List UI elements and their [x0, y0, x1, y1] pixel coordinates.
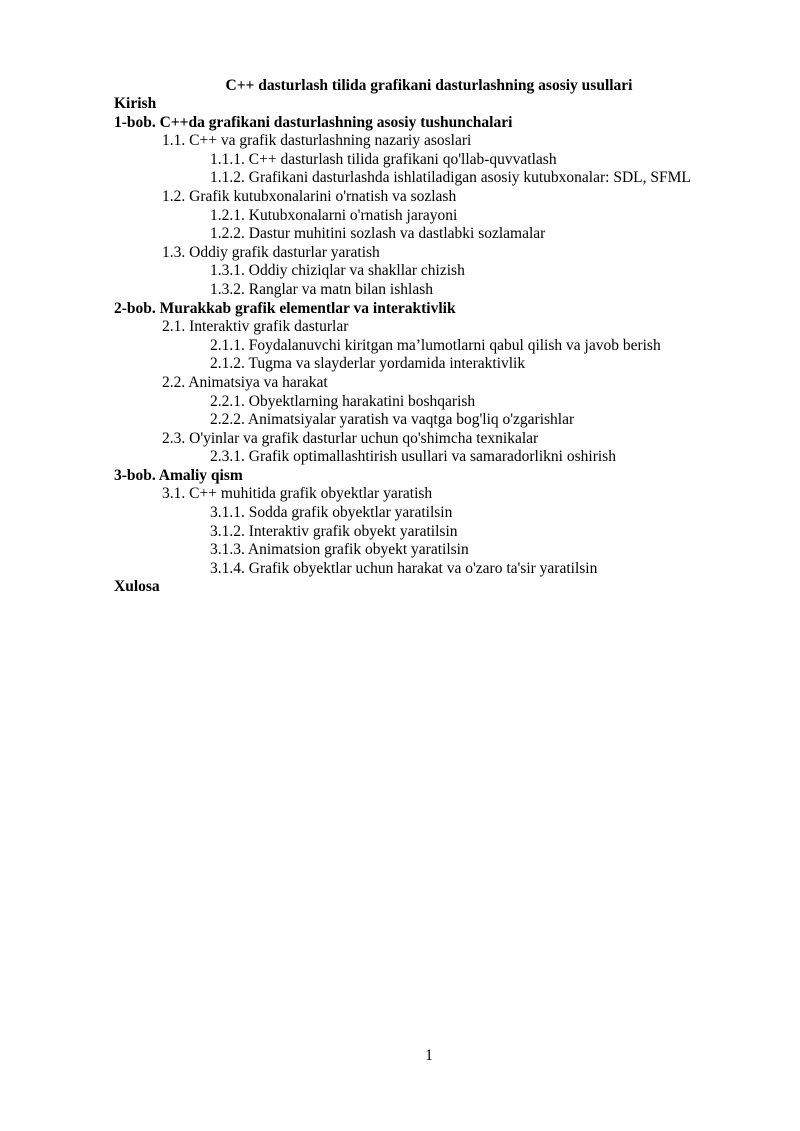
toc-subsection: 2.1.1. Foydalanuvchi kiritgan ma’lumotlarni qabul qilish va javob berish	[210, 336, 661, 354]
toc-subsection: 3.1.4. Grafik obyektlar uchun harakat va o'zaro ta'sir yaratilsin	[210, 559, 598, 577]
toc-section: 1.3. Oddiy grafik dasturlar yaratish	[162, 243, 380, 261]
table-of-contents	[114, 95, 754, 597]
toc-chapter: Kirish	[114, 95, 157, 112]
toc-subsection: 1.3.2. Ranglar va matn bilan ishlash	[210, 280, 433, 298]
toc-section: 2.2. Animatsiya va harakat	[162, 373, 328, 391]
toc-chapter: 2-bob. Murakkab grafik elementlar va interaktivlik	[114, 299, 456, 317]
toc-subsection: 3.1.3. Animatsion grafik obyekt yaratilsin	[210, 541, 469, 559]
toc-subsection: 1.2.1. Kutubxonalarni o'rnatish jarayoni	[210, 206, 458, 224]
toc-subsection: 3.1.1. Sodda grafik obyektlar yaratilsin	[210, 504, 453, 522]
toc-subsection: 2.2.1. Obyektlarning harakatini boshqarish	[210, 392, 476, 410]
toc-chapter: 1-bob. C++da grafikani dasturlashning asosiy tushunchalari	[114, 113, 513, 131]
toc-subsection: 1.1.1. C++ dasturlash tilida grafikani qo'llab-quvvatlash	[210, 150, 557, 168]
toc-subsection: 3.1.2. Interaktiv grafik obyekt yaratilsin	[210, 522, 458, 540]
toc-chapter: Xulosa	[114, 578, 160, 596]
toc-section: 2.1. Interaktiv grafik dasturlar	[162, 318, 349, 336]
toc-subsection: 1.3.1. Oddiy chiziqlar va shakllar chizish	[210, 262, 465, 280]
toc-subsection: 1.1.2. Grafikani dasturlashda ishlatiladigan asosiy kutubxonalar: SDL, SFML	[210, 169, 691, 187]
toc-section: 3.1. C++ muhitida grafik obyektlar yaratish	[162, 485, 433, 503]
toc-subsection: 2.2.2. Animatsiyalar yaratish va vaqtga bog'liq o'zgarishlar	[210, 411, 575, 429]
toc-chapter: 3-bob. Amaliy qism	[114, 466, 243, 484]
toc-section: 1.2. Grafik kutubxonalarini o'rnatish va sozlash	[162, 187, 457, 205]
toc-subsection: 2.3.1. Grafik optimallashtirish usullari va samaradorlikni oshirish	[210, 448, 616, 466]
toc-section: 1.1. C++ va grafik dasturlashning nazariy asoslari	[162, 132, 472, 150]
toc-subsection: 2.1.2. Tugma va slayderlar yordamida interaktivlik	[210, 355, 526, 373]
toc-subsection: 1.2.2. Dastur muhitini sozlash va dastlabki sozlamalar	[210, 225, 546, 243]
page-number: 1	[425, 1047, 433, 1064]
toc-section: 2.3. O'yinlar va grafik dasturlar uchun qo'shimcha texnikalar	[162, 429, 539, 447]
document-title: C++ dasturlash tilida grafikani dasturlashning asosiy usullari	[225, 77, 633, 94]
